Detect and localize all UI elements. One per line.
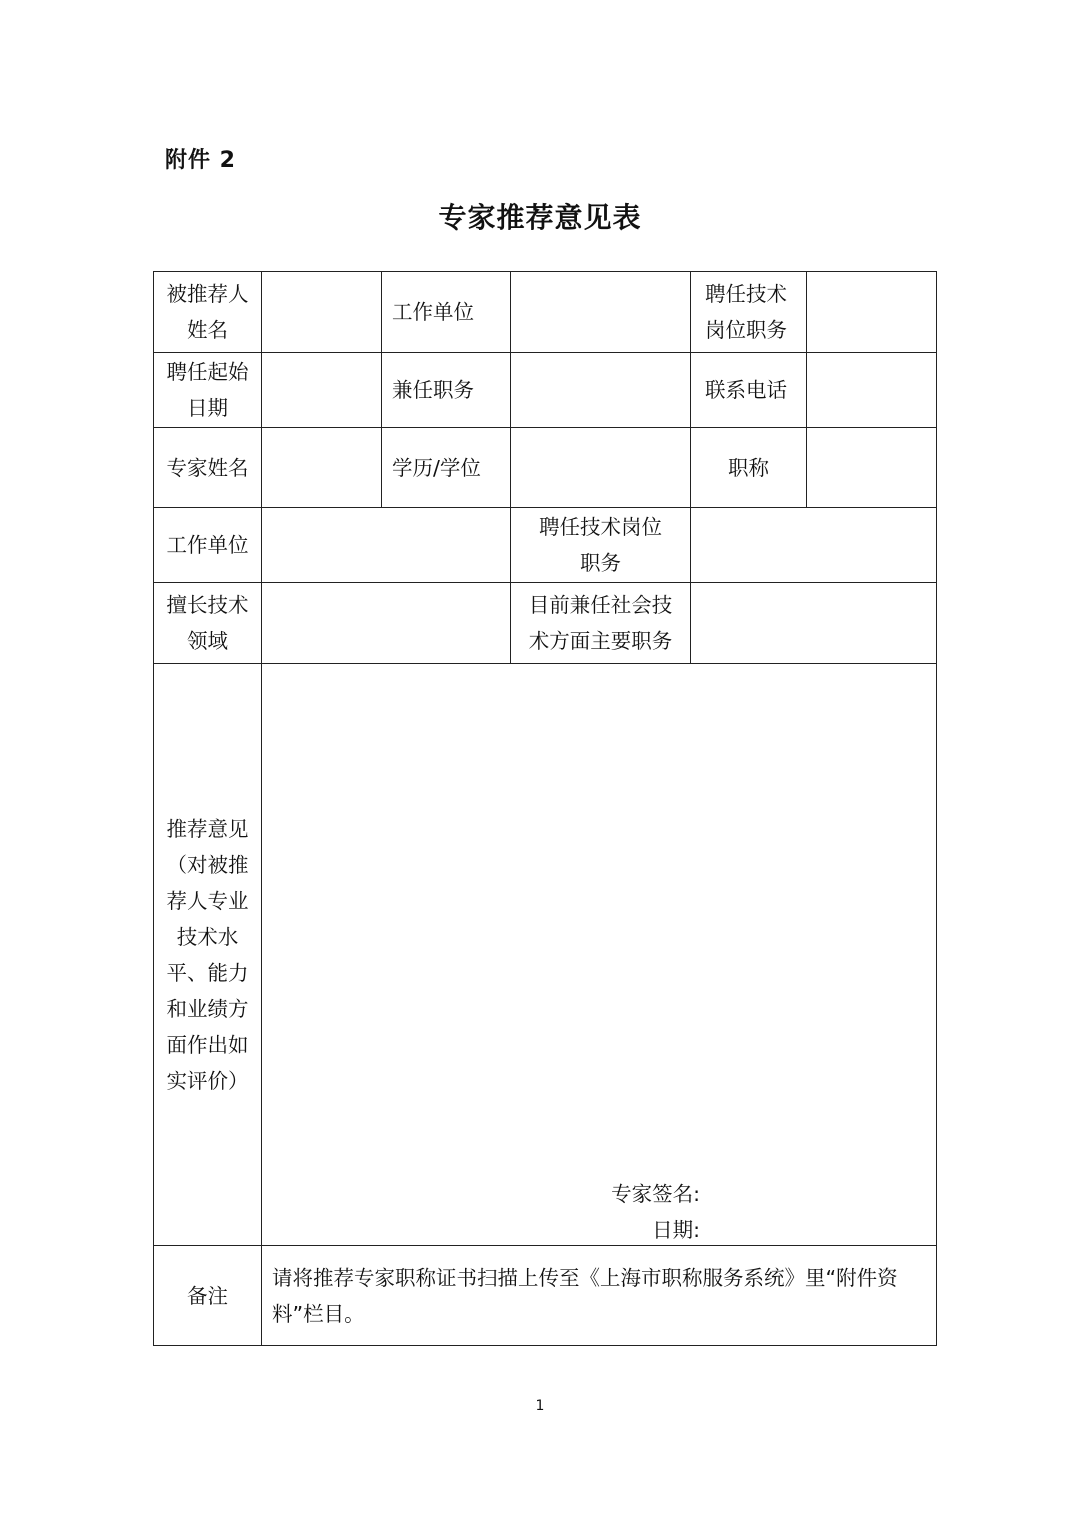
table-row bbox=[154, 1246, 937, 1346]
page-number: 1 bbox=[535, 1398, 545, 1414]
social-posts-field[interactable] bbox=[691, 583, 937, 664]
table-row bbox=[154, 583, 937, 664]
title-field[interactable] bbox=[807, 428, 937, 508]
expert-position-label: 聘任技术岗位职务 bbox=[511, 508, 691, 583]
remarks-text: 请将推荐专家职称证书扫描上传至《上海市职称服务系统》里“附件资料”栏目。 bbox=[262, 1246, 937, 1346]
table-row bbox=[154, 508, 937, 583]
nominee-position-label: 聘任技术岗位职务 bbox=[691, 272, 807, 353]
signature-date-label: 日期: bbox=[652, 1218, 700, 1242]
expertise-field[interactable] bbox=[262, 583, 511, 664]
nominee-name-label: 被推荐人姓名 bbox=[154, 272, 262, 353]
phone-label: 联系电话 bbox=[691, 353, 807, 428]
attachment-label: 附件 2 bbox=[165, 148, 236, 173]
concurrent-post-field[interactable] bbox=[511, 353, 691, 428]
degree-field[interactable] bbox=[511, 428, 691, 508]
signature-label: 专家签名: bbox=[611, 1182, 700, 1206]
concurrent-post-label: 兼任职务 bbox=[382, 353, 511, 428]
recommendation-form-table bbox=[153, 271, 937, 1346]
degree-label: 学历/学位 bbox=[382, 428, 511, 508]
form-title: 专家推荐意见表 bbox=[438, 201, 642, 234]
table-row bbox=[154, 353, 937, 428]
table-row bbox=[154, 272, 937, 353]
nominee-unit-label: 工作单位 bbox=[382, 272, 511, 353]
social-posts-label: 目前兼任社会技术方面主要职务 bbox=[511, 583, 691, 664]
nominee-unit-field[interactable] bbox=[511, 272, 691, 353]
expert-name-label: 专家姓名 bbox=[154, 428, 262, 508]
table-row bbox=[154, 664, 937, 1246]
recommendation-label: 推荐意见（对被推荐人专业技术水平、能力和业绩方面作出如实评价） bbox=[154, 664, 262, 1246]
expertise-label: 擅长技术领域 bbox=[154, 583, 262, 664]
start-date-label: 聘任起始日期 bbox=[154, 353, 262, 428]
signature-block bbox=[611, 1176, 700, 1248]
expert-unit-field[interactable] bbox=[262, 508, 511, 583]
remarks-label: 备注 bbox=[154, 1246, 262, 1346]
recommendation-field[interactable] bbox=[262, 664, 937, 1246]
expert-name-field[interactable] bbox=[262, 428, 382, 508]
expert-position-field[interactable] bbox=[691, 508, 937, 583]
phone-field[interactable] bbox=[807, 353, 937, 428]
title-label: 职称 bbox=[691, 428, 807, 508]
table-row bbox=[154, 428, 937, 508]
nominee-name-field[interactable] bbox=[262, 272, 382, 353]
nominee-position-field[interactable] bbox=[807, 272, 937, 353]
expert-unit-label: 工作单位 bbox=[154, 508, 262, 583]
start-date-field[interactable] bbox=[262, 353, 382, 428]
